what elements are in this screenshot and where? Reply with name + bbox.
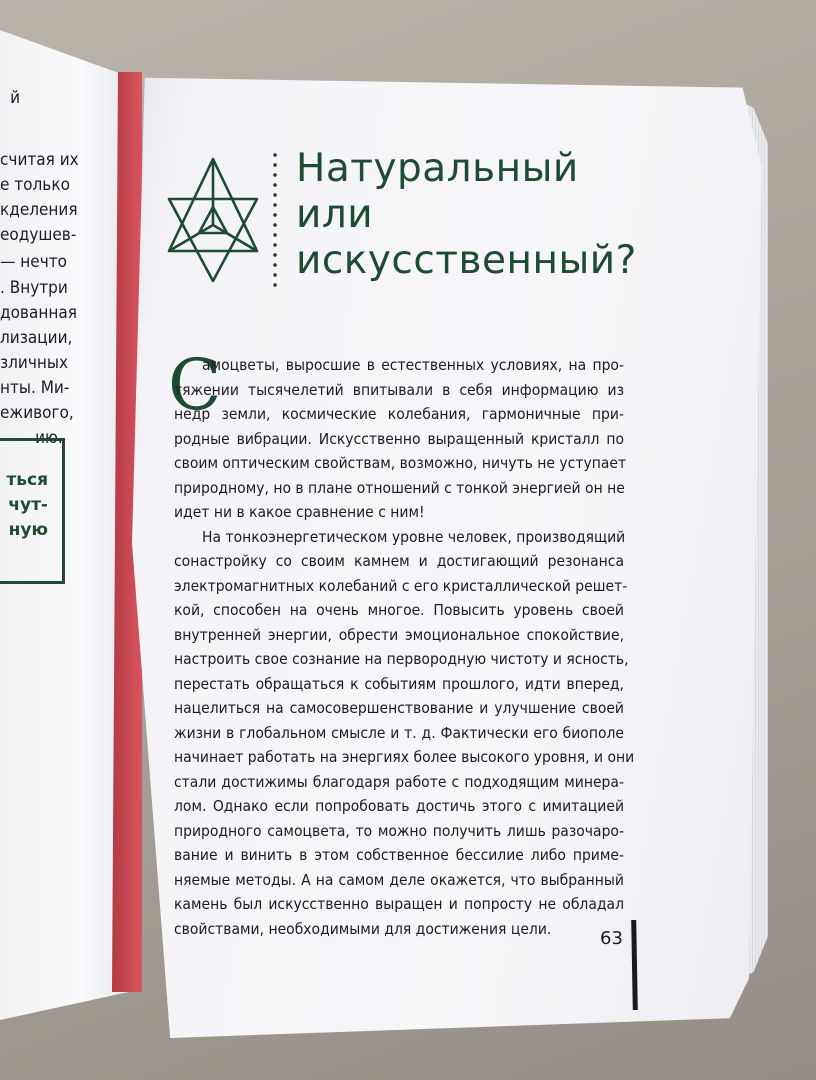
- text-line: сонастройку со своим камнем и достигающий резонанса: [174, 552, 624, 570]
- text-line: няемые методы. А на самом деле окажется, что выбранный: [174, 870, 624, 889]
- left-text-fragment: е только: [0, 175, 70, 195]
- left-text-fragment: зличных: [0, 353, 69, 373]
- text-line: камень был искусственно выращен и попросту не обладал: [174, 895, 624, 913]
- left-text-fragment: лизации,: [0, 328, 73, 348]
- text-line: нацелиться на самосовершенствование и улучшение своей: [174, 699, 624, 717]
- left-text-fragment: й: [10, 88, 20, 108]
- chapter-title: [296, 146, 637, 284]
- text-line: природному, но в плане отношений с тонкой энергией он не: [174, 478, 625, 497]
- first-line: амоцветы, выросшие в естественных условиях, на про-: [202, 356, 624, 374]
- callout-line: ться: [6, 470, 48, 490]
- left-text-fragment: еживого,: [0, 403, 74, 423]
- left-text-fragment: кделения: [0, 200, 78, 220]
- text-line: лом. Однако если попробовать достичь этого с имитацией: [174, 797, 624, 815]
- text-line: внутренней энергии, обрести эмоциональное спокойствие,: [174, 625, 624, 644]
- left-text-fragment: еодушев-: [0, 225, 77, 245]
- paragraph-2: [174, 525, 635, 942]
- left-text-fragment: — нечто: [0, 252, 67, 272]
- page-number: 63: [600, 928, 623, 949]
- left-text-fragment: дованная: [0, 303, 77, 323]
- drop-cap: С: [168, 344, 222, 426]
- callout-line: чут-: [8, 495, 48, 515]
- text-line: родные вибрации. Искусственно выращенный кристалл по: [174, 429, 624, 448]
- paragraph-1: [174, 378, 627, 525]
- dotted-divider: [270, 150, 280, 290]
- left-text-fragment: . Внутри: [0, 278, 68, 298]
- text-line: На тонкоэнергетическом уровне человек, производящий: [202, 527, 626, 546]
- text-line: идет ни в какое сравнение с ним!: [174, 503, 425, 521]
- text-line: начинает работать на энергиях более высокого уровня, и они: [174, 748, 635, 766]
- body-text: [174, 353, 635, 941]
- text-line: своим оптическим свойствам, возможно, ничуть не уступает: [174, 454, 627, 472]
- text-line: природного самоцвета, то можно получить лишь разочаро-: [174, 821, 624, 840]
- text-line: стали достижимы благодаря работе с подходящим минера-: [174, 772, 624, 791]
- text-line: настроить свое сознание на первородную чистоту и ясность,: [174, 650, 629, 668]
- text-line: тяжении тысячелетий впитывали в себя информацию из: [174, 380, 624, 399]
- star-tetrahedron-icon: [163, 155, 263, 285]
- text-line: перестать обращаться к событиям прошлого, идти вперед,: [174, 674, 624, 693]
- text-line: недр земли, космические колебания, гармоничные при-: [174, 405, 624, 423]
- text-line: жизни в глобальном смысле и т. д. Фактически его биополе: [174, 723, 624, 742]
- title-line-1: Натуральный: [296, 146, 579, 191]
- text-line: вание и винить в этом собственное бессилие либо приме-: [174, 846, 624, 864]
- text-line: кой, способен на очень многое. Повысить уровень своей: [174, 601, 624, 619]
- left-text-fragment: нты. Ми-: [0, 378, 70, 398]
- left-text-fragment: считая их: [0, 150, 79, 170]
- callout-line: ную: [8, 520, 48, 540]
- title-line-2: или: [296, 192, 374, 237]
- text-line: электромагнитных колебаний с его кристаллической решет-: [174, 576, 628, 595]
- title-line-3: искусственный?: [296, 238, 637, 283]
- left-text-fragment: ию.: [35, 428, 63, 448]
- text-line: свойствами, необходимыми для достижения цели.: [174, 919, 552, 938]
